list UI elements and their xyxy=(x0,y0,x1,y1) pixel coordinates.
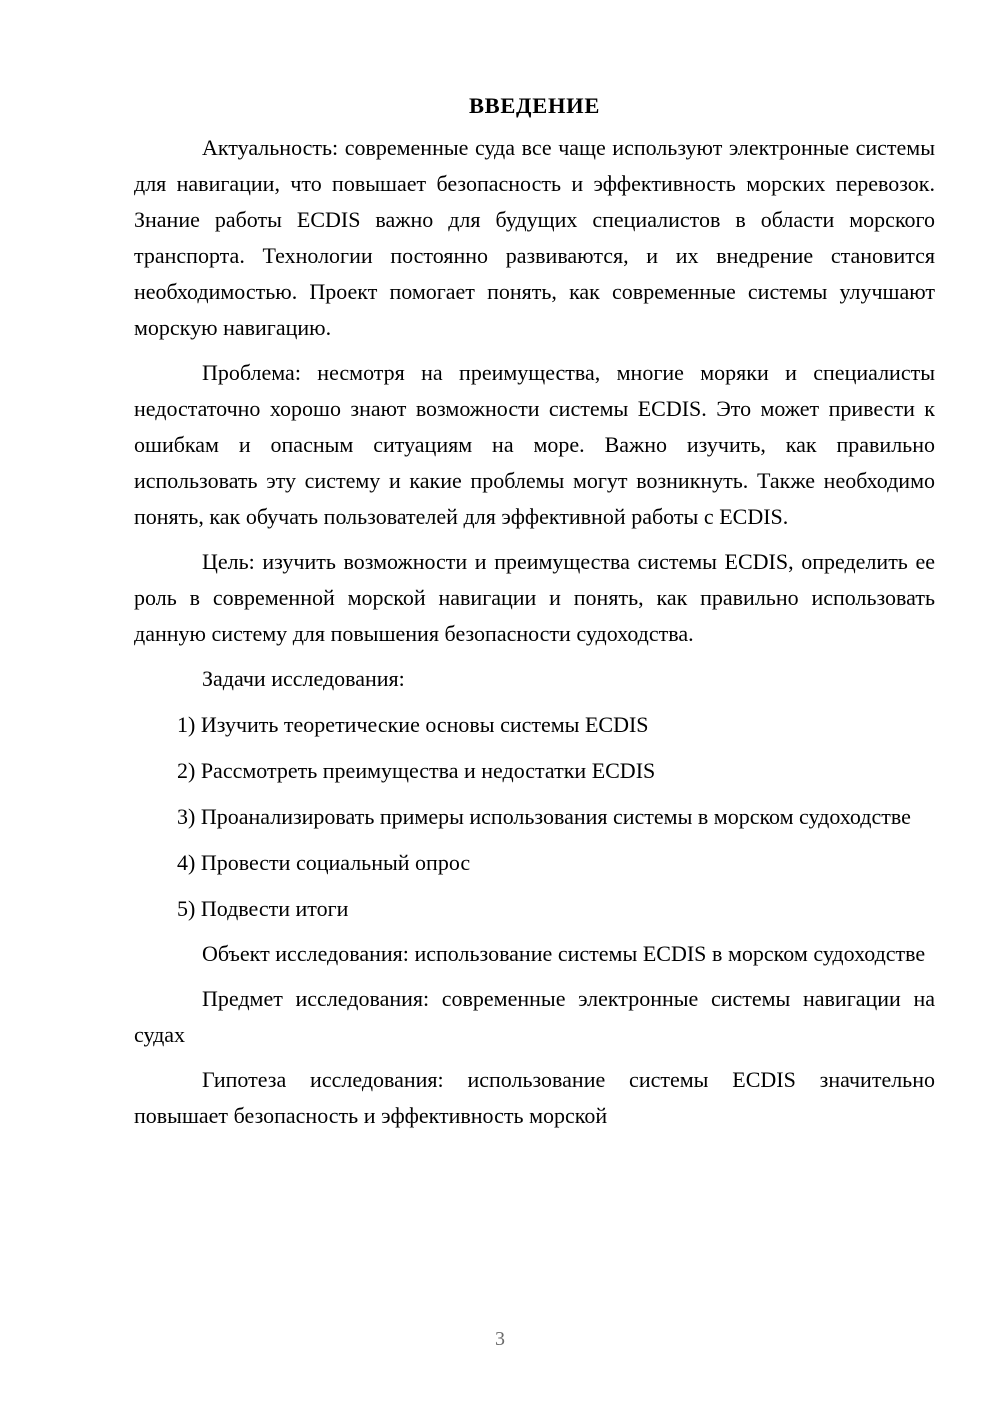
paragraph-problem: Проблема: несмотря на преимущества, многие моряки и специалисты недостаточно хорошо знают возможности системы ECDIS. Это может привести к ошибкам и опасным ситуациям на море. Важно изучить, как правильно использовать эту систему и какие проблемы могут возникнуть. Также необходимо понять, как обучать пользователей для эффективной работы с ECDIS. xyxy=(134,360,935,529)
paragraph-subject: Предмет исследования: современные электронные системы навигации на судах xyxy=(134,986,935,1047)
paragraph-hypothesis: Гипотеза исследования: использование системы ECDIS значительно повышает безопасность и эффективность морской xyxy=(134,1067,935,1128)
tasks-heading: Задачи исследования: xyxy=(202,666,405,691)
list-item: 1) Изучить теоретические основы системы ECDIS xyxy=(177,712,649,737)
paragraph-relevance: Актуальность: современные суда все чаще используют электронные системы для навигации, что повышает безопасность и эффективность морских перевозок. Знание работы ECDIS важно для будущих специалистов в области морского транспорта. Технологии постоянно развиваются, и их внедрение становится необходимостью. Проект помогает понять, как современные системы улучшают морскую навигацию. xyxy=(134,135,935,340)
page-title: ВВЕДЕНИЕ xyxy=(468,93,601,118)
paragraph-goal: Цель: изучить возможности и преимущества системы ECDIS, определить ее роль в современной морской навигации и понять, как правильно использовать данную систему для повышения безопасности судоходства. xyxy=(134,549,935,646)
list-item: 4) Провести социальный опрос xyxy=(177,850,471,875)
document-body xyxy=(134,88,935,1134)
paragraph-object: Объект исследования: использование системы ECDIS в морском судоходстве xyxy=(202,941,926,966)
page-number: 3 xyxy=(495,1328,505,1350)
list-item: 5) Подвести итоги xyxy=(177,896,349,921)
list-item: 3) Проанализировать примеры использования системы в морском судоходстве xyxy=(177,804,911,829)
list-item: 2) Рассмотреть преимущества и недостатки ECDIS xyxy=(177,758,656,783)
